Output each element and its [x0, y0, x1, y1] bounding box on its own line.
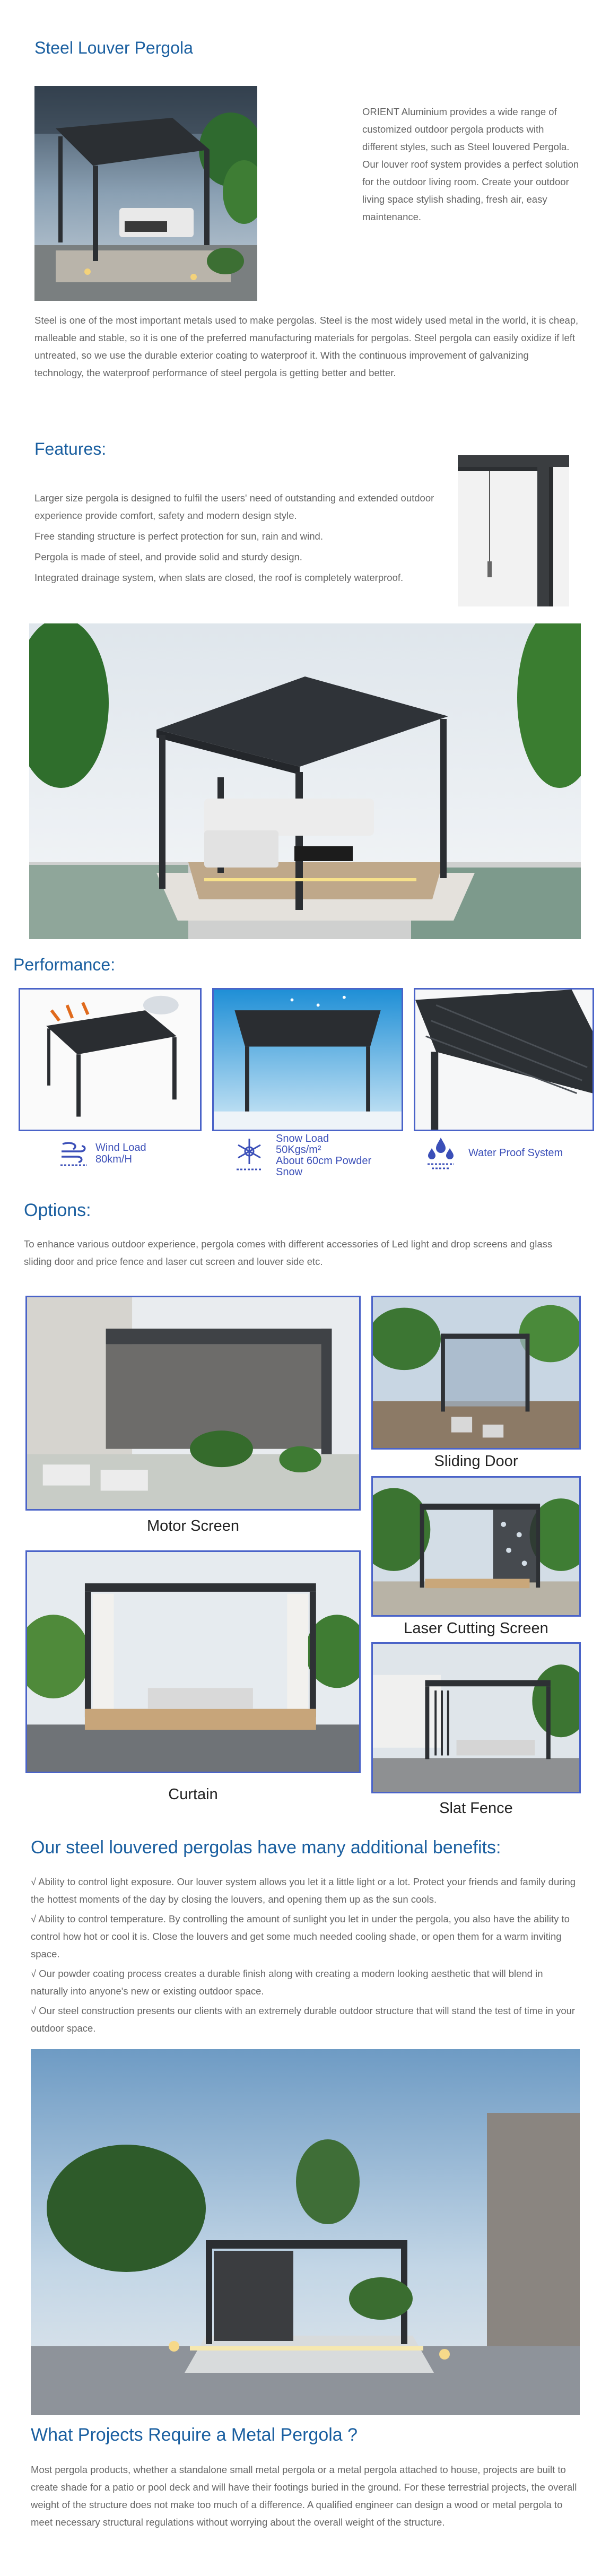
options-text: To enhance various outdoor experience, pergola comes with different accessories of Led light and drop screens and glass sliding door and price fence and laser cut screen and louver side etc.: [24, 1238, 553, 1267]
benefit-item: √ Our steel construction presents our clients with an extremely durable outdoor structure that will stand the test of time in your outdoor space.: [31, 2005, 576, 2034]
slat-fence-photo: [371, 1642, 581, 1793]
projects-text: Most pergola products, whether a standalone small metal pergola or a metal pergola attached to house, projects are built to create shade for a patio or pool deck and will have their footings buried in the ground. For these terrestrial projects, the overall weight of the structure does not make too much of a difference. A qualified engineer can design a wood or metal pergola to meet necessary structural regulations without worrying about the overall weight of the structure.: [31, 2464, 577, 2528]
hero-pergola-photo: [34, 86, 257, 301]
sliding-door-photo: [371, 1296, 581, 1450]
intro-paragraph: Steel is one of the most important metals used to make pergolas. Steel is the most widely used metal in the world, it is cheap, malleable and stable, so it is one of the preferred manufacturing materials for pergolas. Steel pergola can easily oxidize if left untreated, so we use the durable exterior coating to waterproof it. With the continuous improvement of galvanizing technology, the waterproof performance of steel pergola is getting better and better.: [34, 315, 579, 378]
wind-icon: [57, 1135, 90, 1168]
water-proof-label: Water Proof System: [468, 1147, 563, 1159]
features-title: Features:: [34, 439, 107, 458]
motor-screen-photo: [25, 1296, 361, 1511]
wind-load-photo: [19, 988, 202, 1131]
snowflake-icon: [233, 1135, 265, 1173]
laser-cutting-screen-photo: [371, 1476, 581, 1617]
options-title: Options:: [24, 1200, 91, 1220]
snow-load-label: Snow Load 50Kgs/m² About 60cm Powder Snow: [276, 1133, 372, 1178]
benefits-list: [31, 1873, 580, 2039]
water-drops-icon: [424, 1135, 457, 1173]
motor-screen-caption: Motor Screen: [146, 1517, 240, 1534]
slat-fence-caption: Slat Fence: [439, 1800, 513, 1817]
performance-title: Performance:: [13, 955, 116, 974]
features-list: [34, 489, 454, 586]
laser-cutting-caption: Laser Cutting Screen: [404, 1620, 548, 1637]
curtain-caption: Curtain: [168, 1786, 218, 1803]
benefits-title: Our steel louvered pergolas have many additional benefits:: [31, 1837, 501, 1858]
benefit-item: √ Ability to control light exposure. Our louver system allows you let it a little light or a lot. Protect your friends and family during the hottest moments of the day by closing the louvers, and opening them up as the sun cools.: [31, 1876, 576, 1905]
water-proof-photo: [414, 988, 594, 1131]
curtain-photo: [25, 1550, 361, 1773]
benefit-item: √ Ability to control temperature. By controlling the amount of sunlight you let in under the pergola, you also have the ability to control how hot or cool it is. Close the louvers and get some much needed cooling shade, or open them for a warm inviting space.: [31, 1913, 570, 1959]
pergola-sofa-render: [29, 623, 581, 939]
feature-item: Pergola is made of steel, and provide solid and sturdy design.: [34, 551, 302, 562]
page-title: Steel Louver Pergola: [34, 38, 193, 57]
night-garden-pergola-photo: [31, 2049, 580, 2415]
feature-item: Free standing structure is perfect protection for sun, rain and wind.: [34, 531, 323, 542]
snow-load-photo: [212, 988, 403, 1131]
feature-item: Larger size pergola is designed to fulfil the users' need of outstanding and extended outdoor experience provide comfort, safety and modern design style.: [34, 492, 434, 521]
projects-title: What Projects Require a Metal Pergola ?: [31, 2425, 358, 2445]
pergola-detail-photo: [458, 455, 569, 606]
benefit-item: √ Our powder coating process creates a durable finish along with creating a modern looking aesthetic that will blend in naturally into anyone's new or existing outdoor space.: [31, 1968, 543, 1997]
wind-load-label: Wind Load 80km/H: [95, 1142, 146, 1165]
intro-side-text: ORIENT Aluminium provides a wide range of customized outdoor pergola products with different styles, such as Steel louvered Pergola. Our louver roof system provides a perfect solution for the outdoor living room. Create your outdoor living space stylish shading, fresh air, easy maintenance.: [362, 106, 579, 222]
sliding-door-caption: Sliding Door: [434, 1453, 518, 1470]
feature-item: Integrated drainage system, when slats are closed, the roof is completely waterproof.: [34, 572, 404, 583]
